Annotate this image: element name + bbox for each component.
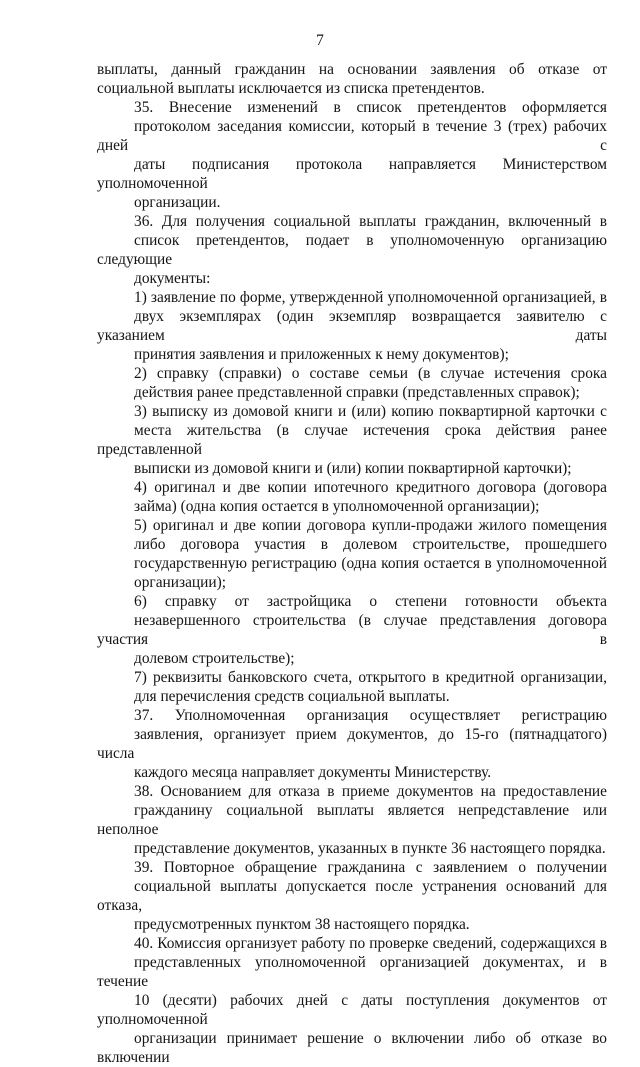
text-line: долевом строительстве); [134,650,295,667]
text-line: незавершенного строительства (в случае представления договора участия в [97,612,607,648]
text-line: 39. Повторное обращение гражданина с заявлением о получении [134,859,607,876]
text-line: 6) справку от застройщика о степени готовности объекта [134,593,607,610]
text-line: предусмотренных пунктом 38 настоящего порядка. [134,916,470,933]
text-line: представление документов, указанных в пункте 36 настоящего порядка. [134,840,606,857]
text-line: представленных уполномоченной организацией документах, и в течение [97,954,607,990]
paragraph [97,402,607,478]
paragraph [97,98,607,212]
text-line: 4) оригинал и две копии ипотечного кредитного договора (договора [134,479,607,496]
text-line: 1) заявление по форме, утвержденной уполномоченной организацией, в [134,289,607,306]
text-line: 38. Основанием для отказа в приеме документов на предоставление [134,783,607,800]
text-line: выплаты, данный гражданин на основании заявления об отказе от [97,61,607,78]
text-line: 37. Уполномоченная организация осуществляет регистрацию [134,707,607,724]
text-line: 7) реквизиты банковского счета, открытого в кредитной организации, [134,669,607,686]
paragraph [97,60,607,98]
text-line: документы: [134,270,211,287]
text-line: организации); [134,574,227,591]
paragraph [97,706,607,782]
text-line: либо договора участия в долевом строительстве, прошедшего [134,536,607,553]
text-line: 3) выписку из домовой книги и (или) копию поквартирной карточки с [134,403,607,420]
text-line: 10 (десяти) рабочих дней с даты поступления документов от уполномоченной [97,992,607,1028]
text-line: даты подписания протокола направляется Министерством уполномоченной [97,156,607,192]
text-line: действия ранее представленной справки (представленных справок); [134,384,580,401]
text-line: принятия заявления и приложенных к нему документов); [134,346,509,363]
paragraph [97,212,607,288]
text-line: список претендентов, подает в уполномоченную организацию следующие [97,232,607,268]
text-line: организации. [134,194,221,211]
text-line: 2) справку (справки) о составе семьи (в случае истечения срока [134,365,607,382]
text-line: 36. Для получения социальной выплаты гражданин, включенный в [134,213,607,230]
text-line: 35. Внесение изменений в список претендентов оформляется [134,99,607,116]
page-number: 7 [316,32,324,49]
text-line: места жительства (в случае истечения срока действия ранее представленной [97,422,607,458]
text-line: протоколом заседания комиссии, который в течение 3 (трех) рабочих дней с [97,118,607,154]
text-line: социальной выплаты исключается из списка претендентов. [97,80,485,97]
text-line: заявления, организует прием документов, до 15-го (пятнадцатого) числа [97,726,607,762]
text-line: двух экземплярах (один экземпляр возвращается заявителю с указанием даты [97,308,607,344]
paragraph [97,668,607,706]
text-line: 5) оригинал и две копии договора купли-продажи жилого помещения [134,517,607,534]
text-line: для перечисления средств социальной выплаты. [134,688,450,705]
paragraph [97,934,607,1067]
text-line: каждого месяца направляет документы Министерству. [134,764,492,781]
paragraph [97,592,607,668]
text-line: 40. Комиссия организует работу по проверке сведений, содержащихся в [134,935,607,952]
text-line: выписки из домовой книги и (или) копии поквартирной карточки); [134,460,572,477]
paragraph [97,858,607,934]
paragraph [97,288,607,364]
text-line: социальной выплаты допускается после устранения оснований для отказа, [97,878,607,914]
paragraph [97,516,607,592]
text-line: организации принимает решение о включении либо об отказе во включении [97,1030,607,1066]
paragraph [97,478,607,516]
text-line: займа) (одна копия остается в уполномоченной организации); [134,498,540,515]
paragraph [97,364,607,402]
text-line: гражданину социальной выплаты является непредставление или неполное [97,802,607,838]
document-body [97,60,607,1067]
text-line: государственную регистрацию (одна копия остается в уполномоченной [134,555,607,572]
paragraph [97,782,607,858]
